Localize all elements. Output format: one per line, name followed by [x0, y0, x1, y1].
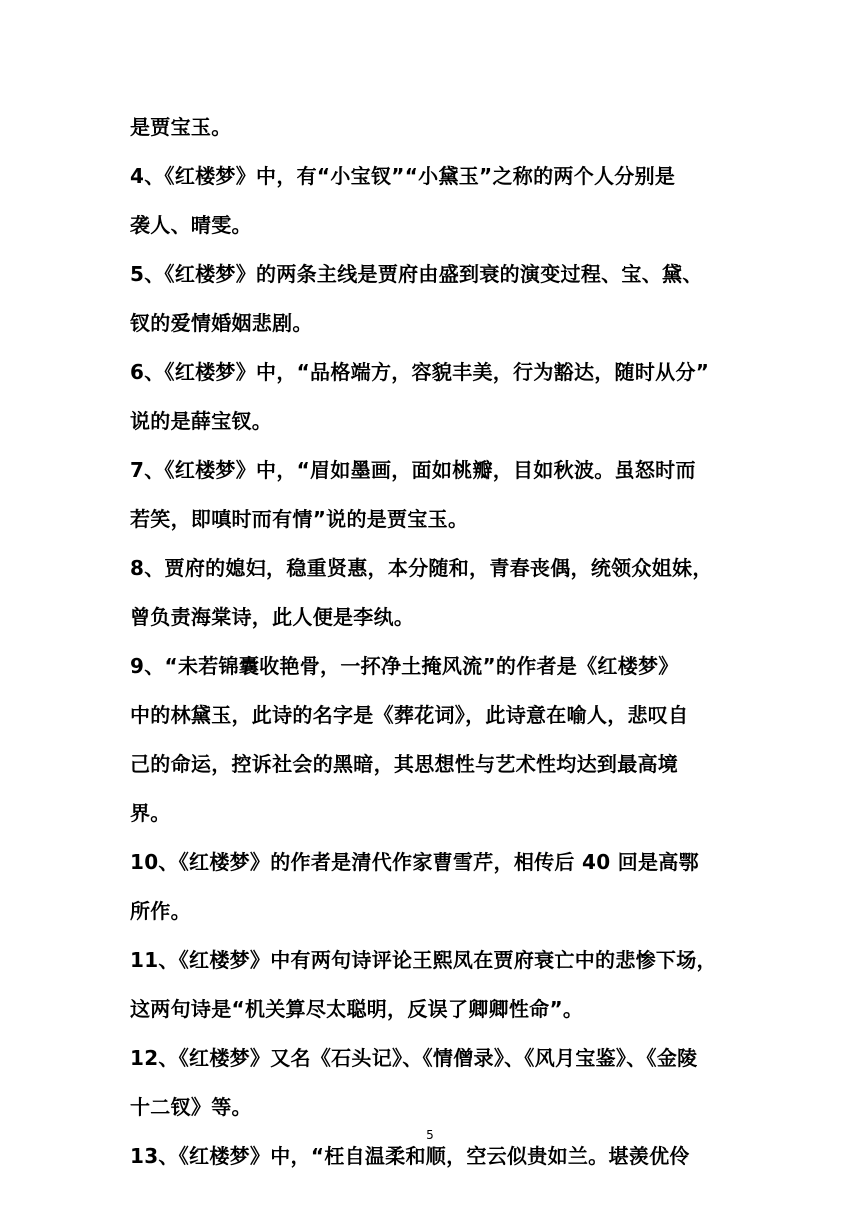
text-line: 所作。 [130, 899, 191, 923]
text-line: 己的命运，控诉社会的黑暗，其思想性与艺术性均达到最高境 [130, 752, 679, 776]
text-line: 12、《红楼梦》又名《石头记》、《情僧录》、《风月宝鉴》、《金陵 [130, 1046, 698, 1070]
text-line: 5、《红楼梦》的两条主线是贾府由盛到衰的演变过程、宝、黛、 [130, 262, 703, 286]
text-line: 说的是薛宝钗。 [130, 409, 273, 433]
text-line: 10、《红楼梦》的作者是清代作家曹雪芹，相传后 40 回是高鄂 [130, 850, 699, 874]
text-line: 中的林黛玉，此诗的名字是《葬花词》，此诗意在喻人，悲叹自 [130, 703, 689, 727]
text-line: 7、《红楼梦》中，“眉如墨画，面如桃瓣，目如秋波。虽怒时而 [130, 458, 696, 482]
text-line: 9、“未若锦囊收艳骨，一抔净土掩风流”的作者是《红楼梦》 [130, 654, 679, 678]
text-line: 是贾宝玉。 [130, 115, 232, 139]
body-text [130, 103, 732, 1181]
text-line: 这两句诗是“机关算尽太聪明，反误了卿卿性命”。 [130, 997, 584, 1021]
text-line: 13、《红楼梦》中，“枉自温柔和顺，空云似贵如兰。堪羡优伶 [130, 1144, 690, 1168]
text-line: 若笑，即嗔时而有情”说的是贾宝玉。 [130, 507, 469, 531]
text-line: 钗的爱情婚姻悲剧。 [130, 311, 313, 335]
text-line: 界。 [130, 801, 171, 825]
text-line: 11、《红楼梦》中有两句诗评论王熙凤在贾府衰亡中的悲惨下场， [130, 948, 717, 972]
text-line: 袭人、晴雯。 [130, 213, 252, 237]
text-line: 8、贾府的媳妇，稳重贤惠，本分随和，青春丧偶，统领众姐妹， [130, 556, 713, 580]
text-line: 6、《红楼梦》中，“品格端方，容貌丰美，行为豁达，随时从分” [130, 360, 710, 384]
text-line: 曾负责海棠诗，此人便是李纨。 [130, 605, 415, 629]
text-line: 十二钗》等。 [130, 1095, 252, 1119]
text-line: 4、《红楼梦》中，有“小宝钗”“小黛玉”之称的两个人分别是 [130, 164, 676, 188]
page-number: 5 [426, 1128, 434, 1142]
